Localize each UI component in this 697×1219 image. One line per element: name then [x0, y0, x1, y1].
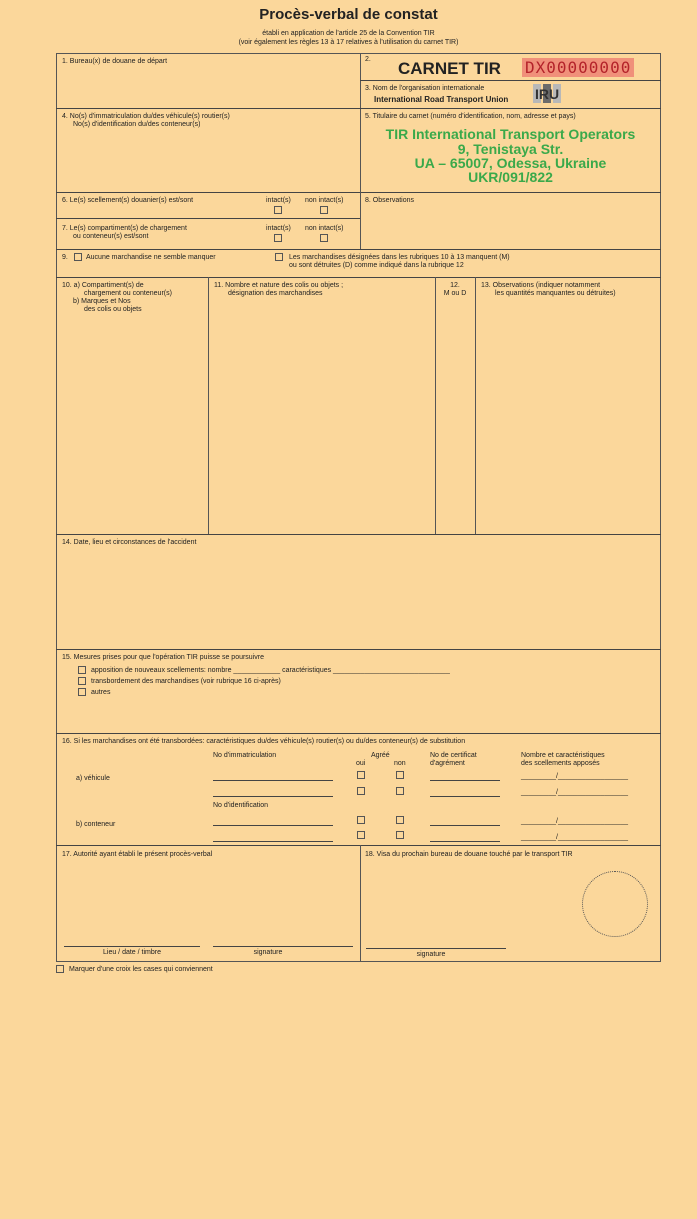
vehicle-label: a) véhicule	[76, 775, 110, 782]
field-7-non-intact-label: non intact(s)	[305, 225, 344, 232]
container-1-approved-no-checkbox[interactable]	[396, 816, 404, 824]
compartment-intact-checkbox[interactable]	[274, 234, 282, 242]
carnet-title: CARNET TIR	[398, 59, 501, 78]
vehicle-2-seals-line: _________/__________________	[521, 789, 629, 796]
seals-column-header-2: des scellements apposés	[521, 760, 600, 767]
field-9-label: 9.	[62, 254, 68, 261]
field-2-label: 2.	[365, 56, 371, 63]
immat-column-header: No d'immatriculation	[213, 752, 277, 759]
no-goods-missing-label: Aucune marchandise ne semble manquer	[86, 254, 216, 261]
field-11-label-2: désignation des marchandises	[228, 290, 323, 297]
goods-missing-label-2: ou sont détruites (D) comme indiqué dans la rubrique 12	[289, 262, 464, 269]
svg-text:IRU: IRU	[535, 86, 560, 102]
vehicle-1-approved-yes-checkbox[interactable]	[357, 771, 365, 779]
approved-no-header: non	[394, 760, 406, 767]
field-6-intact-label: intact(s)	[266, 197, 291, 204]
field-13-label-2: les quantités manquantes ou détruites)	[495, 290, 616, 297]
container-1-seals-line: _________/__________________	[521, 818, 629, 825]
seals-column-header: Nombre et caractéristiques	[521, 752, 605, 759]
customs-signature-label: signature	[416, 951, 446, 958]
approved-yes-header: oui	[356, 760, 366, 767]
new-seals-checkbox[interactable]	[78, 666, 86, 674]
field-15-label: 15. Mesures prises pour que l'opération TIR puisse se poursuivre	[62, 654, 264, 661]
field-6-label: 6. Le(s) scellement(s) douanier(s) est/sont	[62, 197, 194, 204]
vehicle-1-approved-no-checkbox[interactable]	[396, 771, 404, 779]
certificate-column-header: No de certificat	[430, 752, 477, 759]
field-6-non-intact-label: non intact(s)	[305, 197, 344, 204]
holder-city: UA – 65007, Odessa, Ukraine	[414, 155, 607, 171]
field-10-label: 10. a) Compartiment(s) de	[62, 282, 144, 289]
field-11-label: 11. Nombre et nature des colis ou objets ;	[214, 282, 344, 289]
vehicle-1-seals-line: _________/__________________	[521, 773, 629, 780]
container-label: b) conteneur	[76, 821, 116, 828]
page-title: Procès-verbal de constat	[259, 6, 438, 23]
field-7-intact-label: intact(s)	[266, 225, 291, 232]
organisation-name: International Road Transport Union	[374, 95, 509, 104]
field-3-label: 3. Nom de l'organisation internationale	[365, 85, 485, 92]
goods-missing-checkbox[interactable]	[275, 253, 283, 261]
field-7-label-2: ou conteneur(s) est/sont	[73, 233, 149, 240]
compartment-non-intact-checkbox[interactable]	[320, 234, 328, 242]
field-4-label-2: No(s) d'identification du/des conteneur(s)	[73, 121, 201, 128]
stamp-circle	[582, 871, 648, 937]
certificate-column-header-2: d'agrément	[430, 760, 465, 767]
subtitle-convention: établi en application de l'article 25 de la Convention TIR	[262, 30, 435, 37]
field-18-label: 18. Visa du prochain bureau de douane touché par le transport TIR	[365, 851, 573, 858]
approved-column-header: Agréé	[371, 752, 390, 759]
place-date-stamp-label: Lieu / date / timbre	[103, 949, 161, 956]
authority-signature-label: signature	[253, 949, 283, 956]
other-measures-checkbox[interactable]	[78, 688, 86, 696]
container-2-approved-yes-checkbox[interactable]	[357, 831, 365, 839]
ident-column-header: No d'identification	[213, 802, 269, 809]
transshipment-label: transbordement des marchandises (voir rubrique 16 ci-après)	[91, 678, 281, 685]
holder-id: UKR/091/822	[468, 169, 553, 185]
field-7-label: 7. Le(s) compartiment(s) de chargement	[62, 225, 187, 232]
subtitle-rules: (voir également les règles 13 à 17 relatives à l'utilisation du carnet TIR)	[238, 39, 459, 46]
field-14-label: 14. Date, lieu et circonstances de l'accident	[62, 539, 197, 546]
iru-logo	[533, 84, 565, 103]
field-8-label: 8. Observations	[365, 197, 415, 204]
field-4-label: 4. No(s) d'immatriculation du/des véhicule(s) routier(s)	[62, 113, 230, 120]
field-10-label-4: des colis ou objets	[84, 306, 142, 313]
container-2-seals-line: _________/__________________	[521, 834, 629, 841]
field-12-label: 12.	[450, 282, 460, 289]
field-13-label: 13. Observations (indiquer notamment	[481, 282, 601, 289]
holder-name: TIR International Transport Operators	[385, 126, 636, 142]
carnet-number: DX00000000	[522, 58, 634, 77]
seal-non-intact-checkbox[interactable]	[320, 206, 328, 214]
footer-instruction: Marquer d'une croix les cases qui conviennent	[69, 966, 213, 973]
container-1-approved-yes-checkbox[interactable]	[357, 816, 365, 824]
field-5-label: 5. Titulaire du carnet (numéro d'identification, nom, adresse et pays)	[365, 113, 576, 120]
vehicle-2-approved-no-checkbox[interactable]	[396, 787, 404, 795]
no-goods-missing-checkbox[interactable]	[74, 253, 82, 261]
field-10-label-3: b) Marques et Nos	[73, 298, 131, 305]
field-12-label-2: M ou D	[443, 290, 467, 297]
other-measures-label: autres	[91, 689, 111, 696]
field-17-label: 17. Autorité ayant établi le présent procès-verbal	[62, 851, 213, 858]
field-16-label: 16. Si les marchandises ont été transbordées: caractéristiques du/des véhicule(s) routier(s) ou du/des conteneur(s) de substitution	[62, 738, 466, 745]
container-2-approved-no-checkbox[interactable]	[396, 831, 404, 839]
field-10-label-2: chargement ou conteneur(s)	[84, 290, 172, 297]
goods-missing-label: Les marchandises désignées dans les rubriques 10 à 13 manquent (M)	[289, 254, 510, 261]
transshipment-checkbox[interactable]	[78, 677, 86, 685]
new-seals-label: apposition de nouveaux scellements: nombre ____________ caractéristiques ______________________________	[91, 667, 450, 674]
holder-street: 9, Tenistaya Str.	[457, 141, 564, 157]
seal-intact-checkbox[interactable]	[274, 206, 282, 214]
field-1-label: 1. Bureau(x) de douane de départ	[62, 58, 168, 65]
legend-checkbox	[56, 965, 64, 973]
vehicle-2-approved-yes-checkbox[interactable]	[357, 787, 365, 795]
